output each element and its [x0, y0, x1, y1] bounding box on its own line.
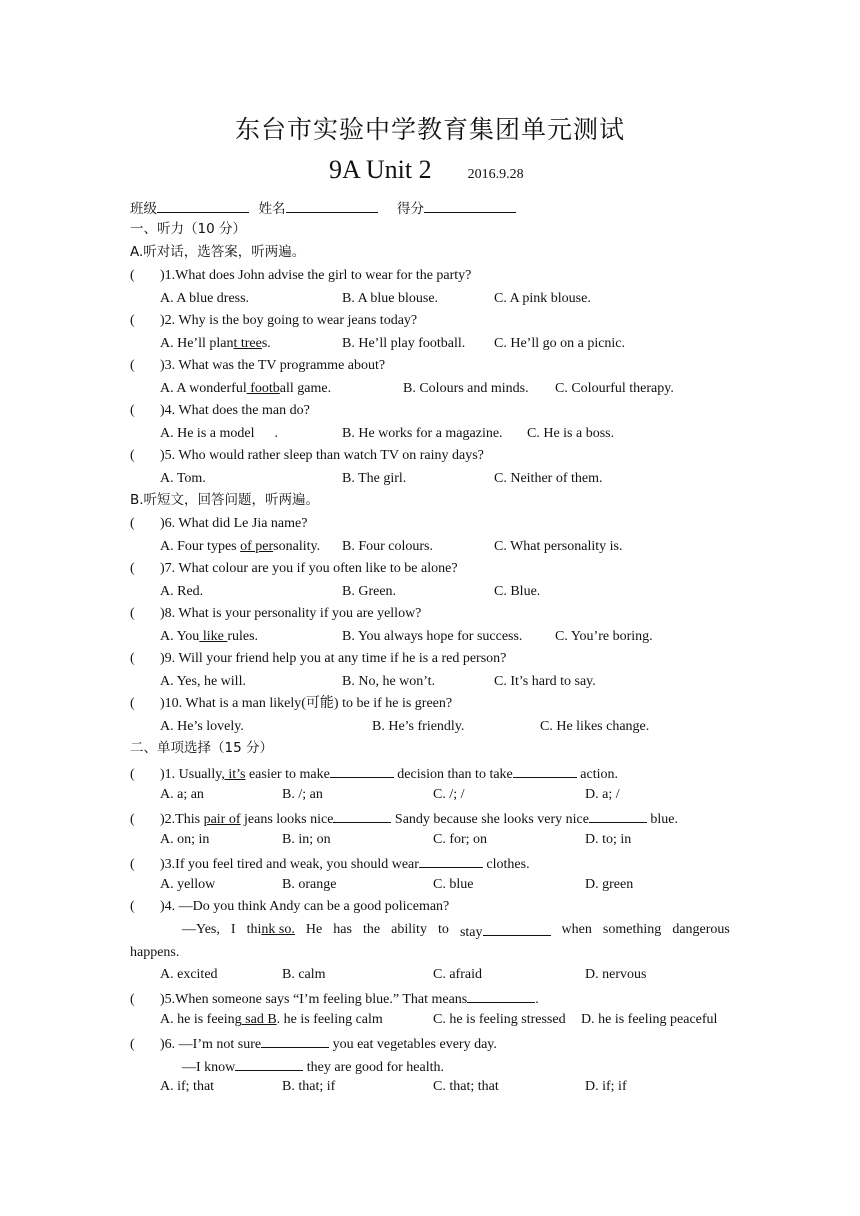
answer-paren[interactable]: (: [130, 651, 135, 666]
unit-title: 9A Unit 2: [329, 155, 432, 184]
answer-paren[interactable]: (: [130, 1037, 135, 1052]
exam-subtitle: [329, 155, 524, 185]
option-a: A. Tom.: [160, 471, 206, 486]
option-a: A. Four types of personality.: [160, 539, 321, 554]
option-c: C. /; /: [433, 787, 465, 802]
blank[interactable]: [419, 853, 483, 868]
question-stem: )7. What colour are you if you often like to be alone?: [160, 561, 458, 576]
option-a: A. He’s lovely.: [160, 719, 244, 734]
option-c: C. What personality is.: [494, 539, 623, 554]
option-b: B. Green.: [342, 584, 397, 599]
option-c: C. Neither of them.: [494, 471, 603, 486]
answer-paren[interactable]: (: [130, 561, 135, 576]
question-stem: )1.What does John advise the girl to wear for the party?: [160, 268, 472, 283]
blank[interactable]: [513, 763, 577, 778]
option-b: B. A blue blouse.: [342, 291, 439, 306]
blank[interactable]: [330, 763, 394, 778]
blank[interactable]: [483, 921, 551, 936]
name-field[interactable]: [286, 198, 378, 213]
answer-paren[interactable]: (: [130, 857, 135, 872]
option-c: C. Blue.: [494, 584, 541, 599]
option-b: B. in; on: [282, 832, 331, 847]
blank[interactable]: [261, 1033, 329, 1048]
question-stem: )3. What was the TV programme about?: [160, 358, 386, 373]
option-b: B. The girl.: [342, 471, 407, 486]
answer-paren[interactable]: (: [130, 812, 135, 827]
exam-date: 2016.9.28: [467, 167, 524, 182]
mc-question-6-reply: —I know they are good for health.: [182, 1056, 444, 1077]
option-d: D. he is feeling peaceful: [581, 1012, 718, 1027]
mc-question-4: ( )4. —Do you think Andy can be a good policeman?: [130, 899, 450, 914]
answer-paren[interactable]: (: [130, 516, 135, 531]
score-label: 得分: [397, 201, 424, 217]
option-c: C. It’s hard to say.: [494, 674, 596, 689]
option-a: A. excited: [160, 967, 218, 982]
class-field[interactable]: [157, 198, 249, 213]
option-c: C. You’re boring.: [555, 629, 653, 644]
option-b: B. He’ll play football.: [342, 336, 466, 351]
blank[interactable]: [467, 988, 535, 1003]
option-d: D. nervous: [585, 967, 647, 982]
question-stem: )8. What is your personality if you are yellow?: [160, 606, 422, 621]
option-b: B. that; if: [282, 1079, 336, 1094]
part-b-instruction: B.听短文，回答问题，听两遍。: [130, 492, 320, 508]
answer-paren[interactable]: (: [130, 268, 135, 283]
question-6: [130, 515, 307, 533]
part-a-instruction: A.听对话，选答案，听两遍。: [130, 244, 306, 260]
question-stem: )2. Why is the boy going to wear jeans today?: [160, 313, 418, 328]
section-2-title: 二、单项选择（15 分）: [130, 740, 273, 756]
option-b: B. calm: [282, 967, 326, 982]
answer-paren[interactable]: (: [130, 606, 135, 621]
option-c: C. He’ll go on a picnic.: [494, 336, 626, 351]
option-c: C. that; that: [433, 1079, 499, 1094]
exam-title: 东台市实验中学教育集团单元测试: [234, 115, 625, 144]
option-a: A. A wonderful football game.: [160, 381, 332, 396]
section-1-title: 一、听力（10 分）: [130, 221, 246, 237]
option-a-b: A. he is feeing sad B. he is feeling calm: [160, 1012, 383, 1027]
answer-paren[interactable]: (: [130, 767, 135, 782]
mc-question-4-reply: —Yes, I think so. He has the ability to stay when something dangerous: [182, 922, 730, 940]
option-d: D. a; /: [585, 787, 620, 802]
option-b: B. No, he won’t.: [342, 674, 436, 689]
blank[interactable]: [333, 808, 391, 823]
answer-paren[interactable]: (: [130, 403, 135, 418]
mc-question-4-continuation: happens.: [130, 945, 180, 960]
answer-paren[interactable]: (: [130, 358, 135, 373]
name-label: 姓名: [258, 201, 286, 217]
option-b: B. He works for a magazine.: [342, 426, 503, 441]
option-b: B. orange: [282, 877, 337, 892]
option-c: C. afraid: [433, 967, 482, 982]
option-a: A. He’ll plant trees.: [160, 336, 271, 351]
score-field[interactable]: [424, 198, 516, 213]
question-5: [130, 447, 484, 465]
mc-question-6: ( )6. —I’m not sure you eat vegetables every day.: [130, 1033, 497, 1054]
question-stem: )9. Will your friend help you at any time if he is a red person?: [160, 651, 507, 666]
question-1: [130, 267, 471, 285]
option-b: B. Colours and minds.: [403, 381, 529, 396]
option-b: B. Four colours.: [342, 539, 433, 554]
question-9: [130, 650, 506, 668]
option-c: C. Colourful therapy.: [555, 381, 674, 396]
option-a: A. Yes, he will.: [160, 674, 246, 689]
student-info-row: [130, 198, 516, 219]
option-c: C. He likes change.: [540, 719, 650, 734]
option-c: C. he is feeling stressed: [433, 1012, 566, 1027]
question-3: [130, 357, 385, 375]
answer-paren[interactable]: (: [130, 696, 135, 711]
option-b: B. He’s friendly.: [372, 719, 465, 734]
blank[interactable]: [235, 1056, 303, 1071]
question-10: [130, 695, 452, 713]
mc-question-3: ( )3.If you feel tired and weak, you should wear clothes.: [130, 853, 530, 874]
answer-paren[interactable]: (: [130, 313, 135, 328]
question-4: [130, 402, 310, 420]
option-d: D. green: [585, 877, 634, 892]
question-stem: )4. What does the man do?: [160, 403, 310, 418]
question-stem: )5. Who would rather sleep than watch TV on rainy days?: [160, 448, 484, 463]
answer-paren[interactable]: (: [130, 992, 135, 1007]
question-stem: )10. What is a man likely(可能) to be if he is green?: [160, 696, 453, 711]
answer-paren[interactable]: (: [130, 448, 135, 463]
option-a: A. yellow: [160, 877, 216, 892]
option-d: D. if; if: [585, 1079, 627, 1094]
question-7: [130, 560, 458, 578]
mc-question-5: ( )5.When someone says “I’m feeling blue.” That means .: [130, 988, 539, 1009]
option-a: A. on; in: [160, 832, 210, 847]
option-c: C. blue: [433, 877, 474, 892]
option-c: C. A pink blouse.: [494, 291, 591, 306]
option-a: A. if; that: [160, 1079, 215, 1094]
option-b: B. /; an: [282, 787, 323, 802]
option-a: A. He is a model .: [160, 426, 278, 441]
option-c: C. for; on: [433, 832, 488, 847]
question-stem: )6. What did Le Jia name?: [160, 516, 308, 531]
option-a: A. a; an: [160, 787, 204, 802]
option-a: A. A blue dress.: [160, 291, 250, 306]
option-b: B. You always hope for success.: [342, 629, 523, 644]
blank[interactable]: [589, 808, 647, 823]
question-8: [130, 605, 421, 623]
class-label: 班级: [130, 201, 157, 217]
mc-question-1: ( )1. Usually, it’s easier to make decision than to take action.: [130, 763, 618, 784]
option-a: A. Red.: [160, 584, 204, 599]
option-a: A. You like rules.: [160, 629, 259, 644]
mc-question-2: ( )2.This pair of jeans looks nice Sandy because she looks very nice blue.: [130, 808, 678, 829]
answer-paren[interactable]: (: [130, 899, 135, 914]
option-d: D. to; in: [585, 832, 632, 847]
option-c: C. He is a boss.: [527, 426, 615, 441]
question-2: [130, 312, 417, 330]
